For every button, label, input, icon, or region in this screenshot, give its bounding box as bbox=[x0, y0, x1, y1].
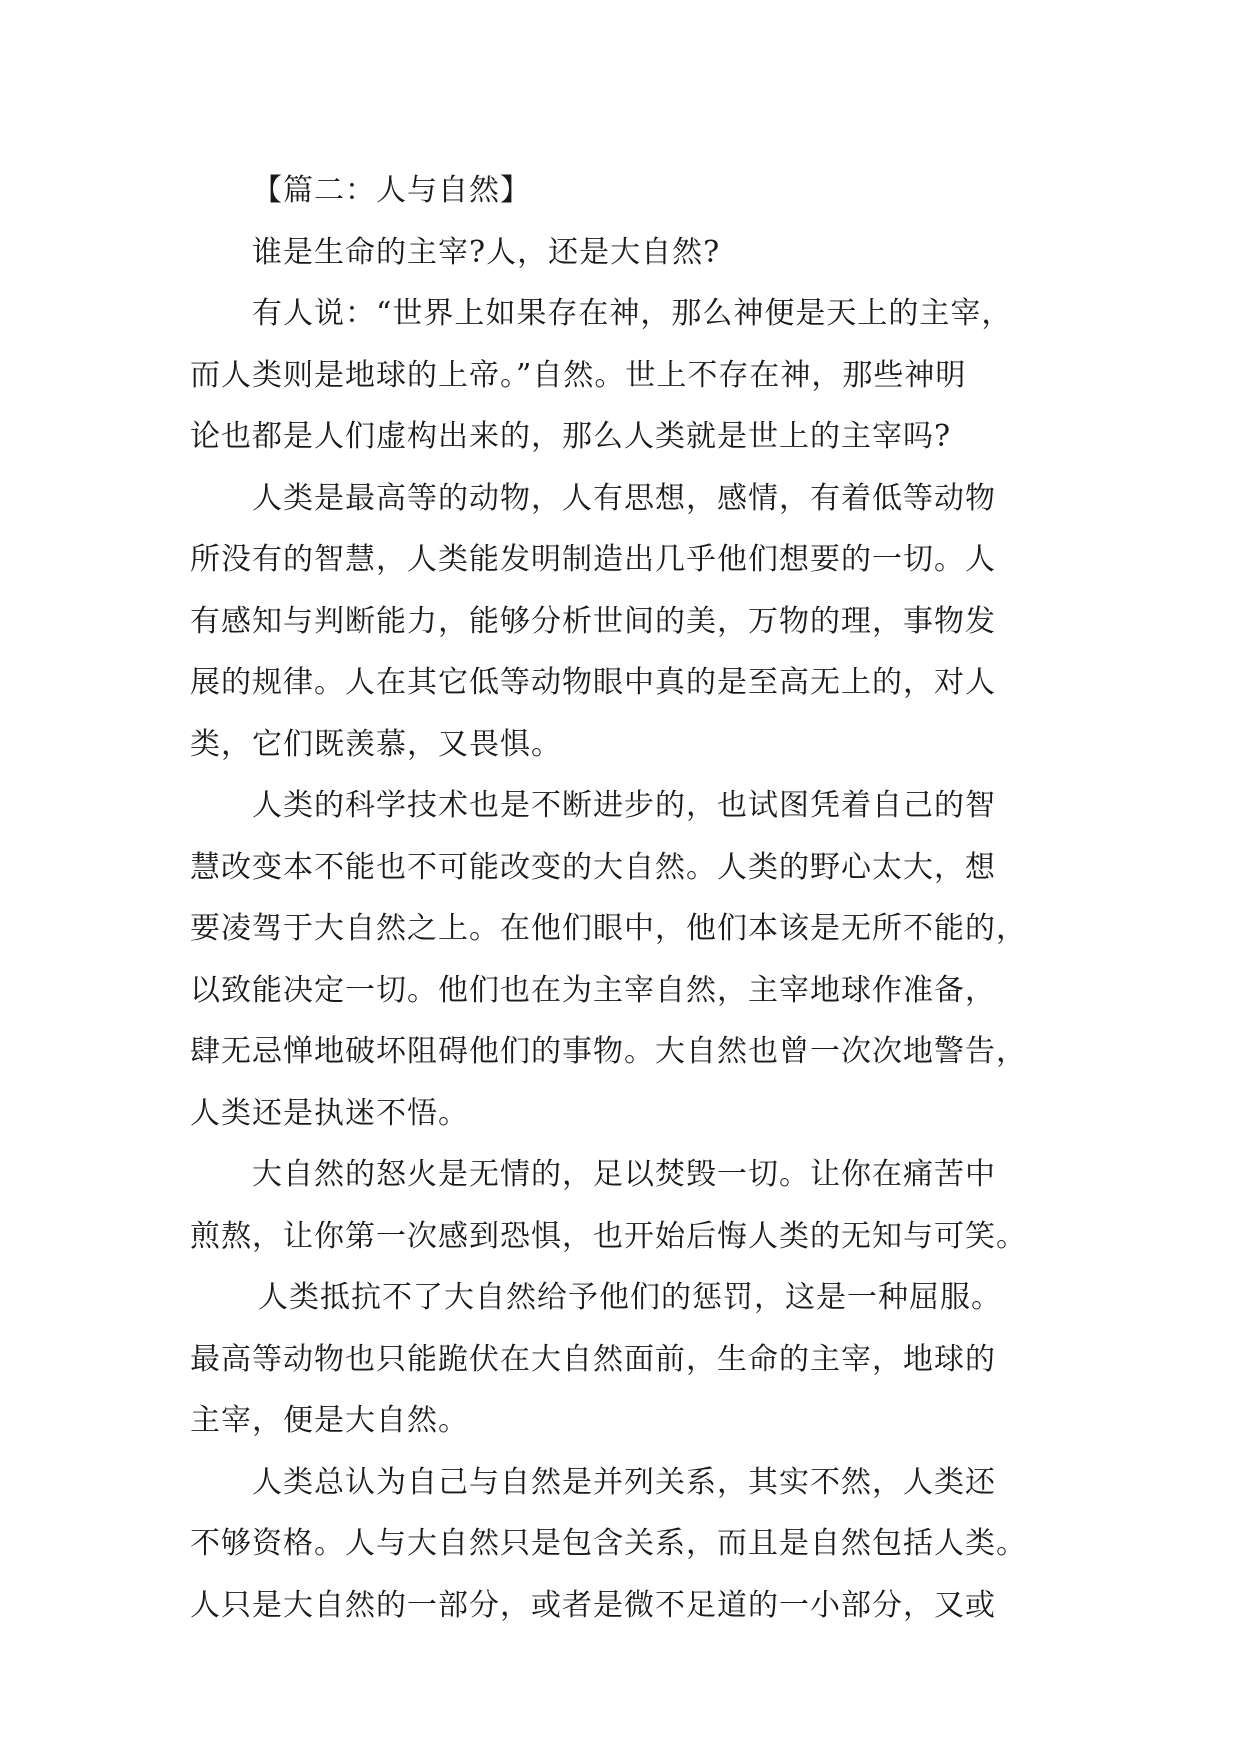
paragraph-line: 慧改变本不能也不可能改变的大自然。人类的野心太大，想 bbox=[190, 849, 996, 885]
paragraph-7 bbox=[190, 1452, 1050, 1637]
paragraph-line: 人类是最高等的动物，人有思想，感情，有着低等动物 bbox=[252, 480, 996, 516]
paragraph-4 bbox=[190, 775, 1050, 1144]
paragraph-line: 而人类则是地球的上帝。”自然。世上不存在神，那些神明 bbox=[190, 357, 967, 393]
paragraph-line: 要凌驾于大自然之上。在他们眼中，他们本该是无所不能的， bbox=[190, 911, 1027, 946]
paragraph-line: 最高等动物也只能跪伏在大自然面前，生命的主宰，地球的 bbox=[190, 1341, 996, 1377]
paragraph-line: 有人说：“世界上如果存在神，那么神便是天上的主宰， bbox=[252, 296, 1013, 331]
paragraph-line: 以致能决定一切。他们也在为主宰自然，主宰地球作准备， bbox=[190, 972, 996, 1008]
paragraph-line: 人类的科学技术也是不断进步的，也试图凭着自己的智 bbox=[252, 788, 996, 823]
paragraph-line: 论也都是人们虚构出来的，那么人类就是世上的主宰吗? bbox=[190, 419, 952, 454]
paragraph-line: 人类还是执迷不悟。 bbox=[190, 1095, 469, 1131]
paragraph-line: 展的规律。人在其它低等动物眼中真的是至高无上的，对人 bbox=[190, 665, 996, 700]
paragraph-1 bbox=[190, 222, 1050, 284]
section-heading: 【篇二：人与自然】 bbox=[252, 173, 531, 208]
paragraph-line: 类，它们既羡慕，又畏惧。 bbox=[190, 726, 562, 762]
paragraph-line: 人只是大自然的一部分，或者是微不足道的一小部分，又或 bbox=[190, 1587, 996, 1623]
paragraph-5 bbox=[190, 1144, 1050, 1267]
paragraph-line: 肆无忌惮地破坏阻碍他们的事物。大自然也曾一次次地警告， bbox=[190, 1034, 1027, 1069]
paragraph-line: 煎熬，让你第一次感到恐惧，也开始后悔人类的无知与可笑。 bbox=[190, 1218, 1027, 1254]
paragraph-3 bbox=[190, 468, 1050, 776]
paragraph-line: 所没有的智慧，人类能发明制造出几乎他们想要的一切。人 bbox=[190, 542, 996, 577]
paragraph-line: 人类抵抗不了大自然给予他们的惩罚，这是一种屈服。 bbox=[258, 1280, 1002, 1315]
paragraph-6 bbox=[190, 1267, 1050, 1452]
paragraph-line: 有感知与判断能力，能够分析世间的美，万物的理，事物发 bbox=[190, 603, 996, 639]
paragraph-line: 人类总认为自己与自然是并列关系，其实不然，人类还 bbox=[252, 1464, 996, 1500]
paragraph-line: 谁是生命的主宰?人，还是大自然? bbox=[252, 234, 721, 270]
paragraph-line: 不够资格。人与大自然只是包含关系，而且是自然包括人类。 bbox=[190, 1526, 1027, 1561]
paragraph-line: 主宰，便是大自然。 bbox=[190, 1403, 469, 1438]
document-body bbox=[190, 160, 1050, 1636]
paragraph-line: 大自然的怒火是无情的，足以焚毁一切。让你在痛苦中 bbox=[252, 1157, 996, 1192]
paragraph-2 bbox=[190, 283, 1050, 468]
